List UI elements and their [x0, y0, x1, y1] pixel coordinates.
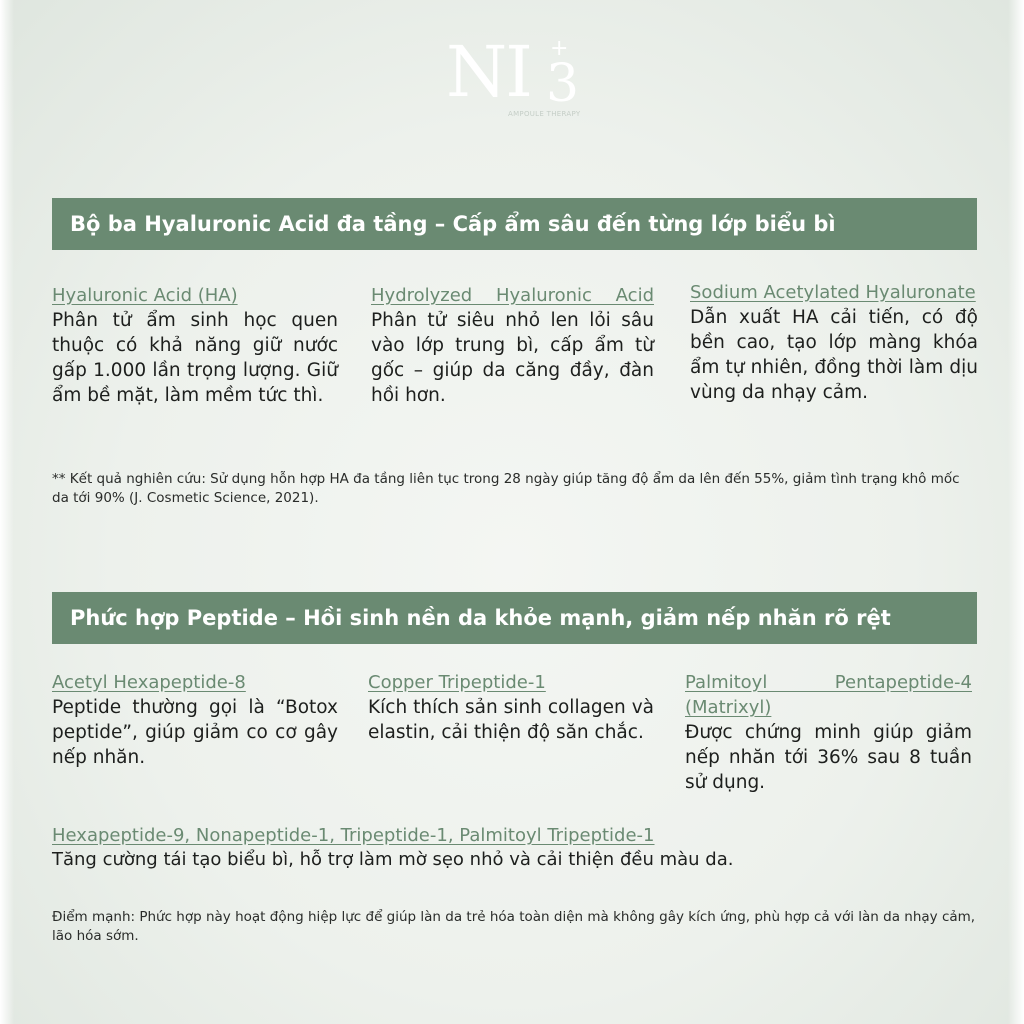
ingredient-hydrolyzed-ha	[371, 283, 654, 408]
ingredient-sodium-acetylated-ha	[690, 280, 978, 405]
ingredient-title: Palmitoyl Pentapeptide-4 (Matrixyl)	[685, 672, 972, 718]
logo-plus: +	[550, 36, 569, 61]
ingredient-acetyl-hexapeptide	[52, 670, 338, 770]
ingredient-palmitoyl-pentapeptide	[685, 670, 972, 795]
ingredient-copper-tripeptide	[368, 670, 654, 745]
ingredient-title: Sodium Acetylated Hyaluronate	[690, 282, 976, 303]
ingredient-description: Dẫn xuất HA cải tiến, có độ bền cao, tạo lớp màng khóa ẩm tự nhiên, đồng thời làm dịu vùng da nhạy cảm.	[690, 307, 978, 403]
ingredient-description: Phân tử siêu nhỏ len lỏi sâu vào lớp trung bì, cấp ẩm từ gốc – giúp da căng đầy, đàn hồi hơn.	[371, 310, 654, 406]
page-edge-left	[0, 0, 14, 1024]
section-heading-text: Phức hợp Peptide – Hồi sinh nền da khỏe mạnh, giảm nếp nhăn rõ rệt	[70, 606, 891, 630]
section-heading-text: Bộ ba Hyaluronic Acid đa tầng – Cấp ẩm sâu đến từng lớp biểu bì	[70, 212, 836, 236]
logo-tagline: AMPOULE THERAPY	[508, 110, 581, 118]
ingredient-description: Peptide thường gọi là “Botox peptide”, giúp giảm co cơ gây nếp nhăn.	[52, 697, 338, 768]
logo-mark: NI	[446, 31, 531, 113]
ingredient-peptide-group-title: Hexapeptide-9, Nonapeptide-1, Tripeptide-1, Palmitoyl Tripeptide-1	[52, 825, 655, 846]
ingredient-title: Acetyl Hexapeptide-8	[52, 672, 246, 693]
ingredient-title: Hydrolyzed Hyaluronic Acid	[371, 285, 654, 306]
ingredient-description: Kích thích sản sinh collagen và elastin, cải thiện độ săn chắc.	[368, 697, 654, 743]
ingredient-title: Copper Tripeptide-1	[368, 672, 546, 693]
ingredient-description: Được chứng minh giúp giảm nếp nhăn tới 36% sau 8 tuần sử dụng.	[685, 722, 972, 793]
logo-number: 3	[546, 54, 580, 114]
strength-note: Điểm mạnh: Phức hợp này hoạt động hiệp lực để giúp làn da trẻ hóa toàn diện mà không gây kích ứng, phù hợp cả với làn da nhạy cảm, lão hóa sớm.	[52, 909, 976, 944]
brand-logo	[446, 31, 586, 124]
section-heading-peptide	[52, 592, 977, 644]
ingredient-description: Phân tử ẩm sinh học quen thuộc có khả năng giữ nước gấp 1.000 lần trọng lượng. Giữ ẩm bề mặt, làm mềm tức thì.	[52, 310, 338, 406]
ingredient-title: Hyaluronic Acid (HA)	[52, 285, 238, 306]
page-edge-right	[1008, 0, 1024, 1024]
ingredient-ha	[52, 283, 338, 408]
ingredient-peptide-group-description: Tăng cường tái tạo biểu bì, hỗ trợ làm mờ sẹo nhỏ và cải thiện đều màu da.	[52, 849, 734, 870]
section-heading-hyaluronic	[52, 198, 977, 250]
research-note: ** Kết quả nghiên cứu: Sử dụng hỗn hợp HA đa tầng liên tục trong 28 ngày giúp tăng độ ẩm da lên đến 55%, giảm tình trạng khô mốc da tới 90% (J. Cosmetic Science, 2021).	[52, 471, 960, 506]
